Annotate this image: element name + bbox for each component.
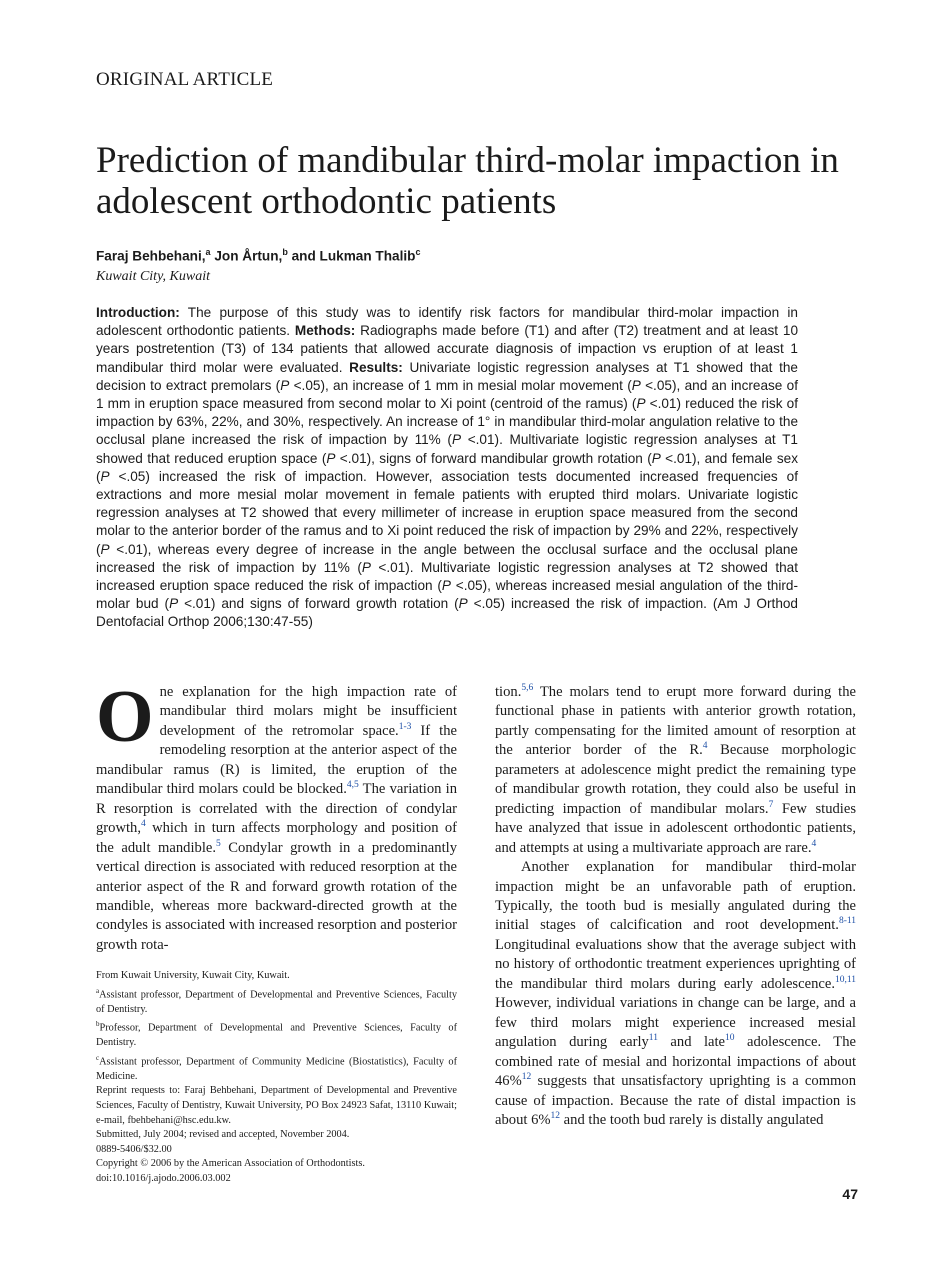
p-value-symbol: P: [441, 578, 451, 594]
article-title: Prediction of mandibular third-molar impaction in adolescent orthodontic patients: [96, 140, 839, 222]
page-number: 47: [842, 1186, 858, 1202]
citation-link[interactable]: 4: [702, 741, 708, 752]
abstract-text: <.01) reduced the risk of impaction by 63%, 22%, and 30%, respectively. An increase of 1° in mandibular third-molar angulation relative to the occlusal plane increased the risk of impaction by 11% (: [96, 396, 798, 448]
author-location: Kuwait City, Kuwait: [96, 269, 210, 284]
body-text: tion.: [495, 684, 522, 700]
citation-link[interactable]: 8-11: [838, 916, 856, 927]
footnote-mark: b: [96, 1020, 100, 1029]
author-affil-mark: b: [282, 247, 288, 257]
citation-link[interactable]: 7: [768, 799, 774, 810]
author-name: Jon Årtun,: [210, 248, 283, 264]
abstract-results-label: Results:: [349, 359, 403, 375]
abstract-text: <.01). Multivariate logistic regression analyses at T2 showed that increased eruption space reduced the risk of impaction (: [96, 559, 798, 594]
p-value-symbol: P: [651, 450, 661, 466]
footnote-author-c: [96, 1051, 457, 1085]
footnotes: [96, 969, 457, 1187]
abstract-text: <.05) increased the risk of impaction. (Am J Orthod Dentofacial Orthop 2006;130:47-55): [96, 596, 798, 630]
body-text: ne explanation for the high impaction rate of mandibular third molars might be insufficient development of the retromolar space.: [159, 684, 457, 739]
citation-link[interactable]: 10: [725, 1033, 735, 1044]
body-paragraph: [96, 676, 457, 955]
author-name: and Lukman Thalib: [287, 248, 416, 264]
author-list: [96, 247, 420, 264]
body-text: However, individual variations in change can be large, and a few third molars might experience increased mesial angulation during early: [495, 995, 856, 1051]
abstract: [96, 304, 798, 632]
citation-link[interactable]: 4: [811, 838, 817, 849]
body-text: Longitudinal evaluations show that the average subject with no history of orthodontic treatment experiences uprighting of the mandibular third molars during early adolescence.: [495, 936, 856, 992]
body-text: The variation in R resorption is correlated with the direction of condylar growth,: [96, 781, 457, 837]
footnote-text: Assistant professor, Department of Community Medicine (Biostatistics), Faculty of Medicine.: [96, 1056, 457, 1082]
citation-link[interactable]: 1-3: [398, 722, 412, 733]
citation-link[interactable]: 4,5: [346, 780, 359, 791]
p-value-symbol: P: [636, 396, 646, 412]
footnote-doi[interactable]: doi:10.1016/j.ajodo.2006.03.002: [96, 1172, 231, 1184]
body-text: and late: [657, 1034, 726, 1051]
body-text: and the tooth bud rarely is distally angulated: [560, 1111, 824, 1128]
abstract-text: <.01), and female sex (: [96, 450, 798, 484]
abstract-text: <.01), whereas every degree of increase in the angle between the occlusal surface and the occlusal plane increased the risk of impaction by 11% (: [96, 541, 798, 575]
body-paragraph: [495, 683, 856, 858]
abstract-text: <.05), an increase of 1 mm in mesial molar movement (: [289, 377, 632, 393]
body-column-right: [495, 683, 856, 1130]
footnote-issn: 0889-5406/$32.00: [96, 1143, 172, 1155]
body-text: Another explanation for mandibular third-molar impaction might be an unfavorable path of eruption. Typically, the tooth bud is mesially angulated during the initial stages of calcification and root development.: [495, 859, 856, 934]
p-value-symbol: P: [451, 432, 462, 448]
body-text: adolescence. The combined rate of mesial and horizontal impactions of about 46%: [495, 1034, 856, 1090]
citation-link[interactable]: 4: [141, 819, 146, 830]
p-value-symbol: P: [631, 377, 641, 393]
body-column-left: [96, 676, 457, 955]
abstract-text: Radiographs made before (T1) and after (T2) treatment and at least 10 years postretention (T3) of 134 patients that allowed accurate diagnosis of impaction vs eruption of at least 1 mandibular third molar were evaluated.: [96, 323, 798, 375]
abstract-text: <.01). Multivariate logistic regression analyses at T1 showed that reduced eruption space (: [96, 432, 798, 466]
body-text: Condylar growth in a predominantly vertical direction is associated with reduced resorption at the anterior aspect of the R and forward growth rotation of the mandible, whereas more backward-directed growth at the condyles is associated with increased resorption and posterior growth rota-: [96, 839, 457, 953]
body-paragraph: [495, 858, 856, 1130]
body-text: Few studies have analyzed that issue in adolescent orthodontic patients, and attempts at using a multivariate approach are rare.: [495, 800, 857, 856]
citation-link[interactable]: 11: [648, 1033, 658, 1044]
citation-link[interactable]: 5: [216, 838, 221, 849]
abstract-introduction-label: Introduction:: [96, 305, 180, 320]
body-text: suggests that unsatisfactory uprighting is a common cause of impaction. Because the rate of distal impaction is about 6%: [495, 1073, 856, 1128]
p-value-symbol: P: [100, 541, 110, 557]
author-affil-mark: a: [205, 247, 211, 257]
p-value-symbol: P: [326, 450, 336, 466]
author-name: Faraj Behbehani,: [96, 248, 206, 264]
abstract-text: <.05) increased the risk of impaction. However, association tests documented increased frequencies of extractions and more mesial molar movement in female patients with erupted third molars. Univariate logistic regression analyses at T2 showed that every millimeter of increase in eruption space measured from the second molar to the anterior border of the ramus and to Xi point reduced the risk of impaction by 29% and 22%, respectively (: [96, 468, 798, 557]
footnote-submitted: Submitted, July 2004; revised and accepted, November 2004.: [96, 1129, 350, 1141]
body-text: Because morphologic parameters at adolescence might predict the remaining type of mandibular growth rotation, they could also be useful in predicting impaction of mandibular molars.: [495, 742, 856, 817]
citation-link[interactable]: 12: [521, 1072, 532, 1083]
footnote-author-b: [96, 1017, 457, 1051]
abstract-text: Univariate logistic regression analyses at T1 showed that the decision to extract premolars (: [96, 359, 798, 393]
p-value-symbol: P: [280, 377, 290, 393]
abstract-text: <.05), and an increase of 1 mm in eruption space measured from second molar to Xi point (centroid of the ramus) (: [96, 377, 799, 412]
citation-link[interactable]: 10,11: [834, 974, 856, 985]
abstract-text: <.05), whereas increased mesial angulation of the third-molar bud (: [96, 578, 798, 612]
p-value-symbol: P: [169, 596, 179, 612]
body-text: The molars tend to erupt more forward during the functional phase in patients with anterior growth rotation, partly compensating for the limited amount of resorption at the anterior border of the R.: [495, 684, 856, 759]
footnote-mark: a: [96, 986, 100, 995]
p-value-symbol: P: [100, 468, 110, 484]
footnote-author-a: [96, 984, 457, 1018]
drop-cap: O: [96, 676, 154, 758]
abstract-methods-label: Methods:: [294, 323, 356, 339]
abstract-text: The purpose of this study was to identify risk factors for mandibular third-molar impaction in adolescent orthodontic patients.: [96, 305, 798, 339]
author-affil-mark: c: [415, 247, 421, 257]
p-value-symbol: P: [458, 596, 468, 612]
p-value-symbol: P: [361, 559, 371, 575]
body-text: which in turn affects morphology and position of the adult mandible.: [96, 820, 457, 856]
footnote-text: Assistant professor, Department of Developmental and Preventive Sciences, Faculty of Dentistry.: [96, 989, 457, 1015]
abstract-text: <.01) and signs of forward growth rotation (: [178, 596, 459, 612]
citation-link[interactable]: 5,6: [521, 683, 534, 694]
footnote-reprint: Reprint requests to: Faraj Behbehani, Department of Developmental and Preventive Sciences, Faculty of Dentistry, Kuwait University, PO Box 24923 Safat, 13110 Kuwait; e-mail, fbehbehani@hsc.edu.kw.: [96, 1085, 457, 1126]
abstract-text: <.01), signs of forward mandibular growth rotation (: [335, 450, 652, 466]
citation-link[interactable]: 12: [550, 1111, 561, 1122]
section-label: ORIGINAL ARTICLE: [96, 69, 274, 90]
footnote-text: Professor, Department of Developmental and Preventive Sciences, Faculty of Dentistry.: [96, 1022, 457, 1049]
footnote-copyright: Copyright © 2006 by the American Association of Orthodontists.: [96, 1158, 365, 1170]
footnote-institution: From Kuwait University, Kuwait City, Kuwait.: [96, 970, 290, 981]
body-text: If the remodeling resorption at the anterior aspect of the mandibular ramus (R) is limited, the eruption of the mandibular third molars could be blocked.: [96, 722, 457, 798]
footnote-mark: c: [96, 1053, 100, 1062]
